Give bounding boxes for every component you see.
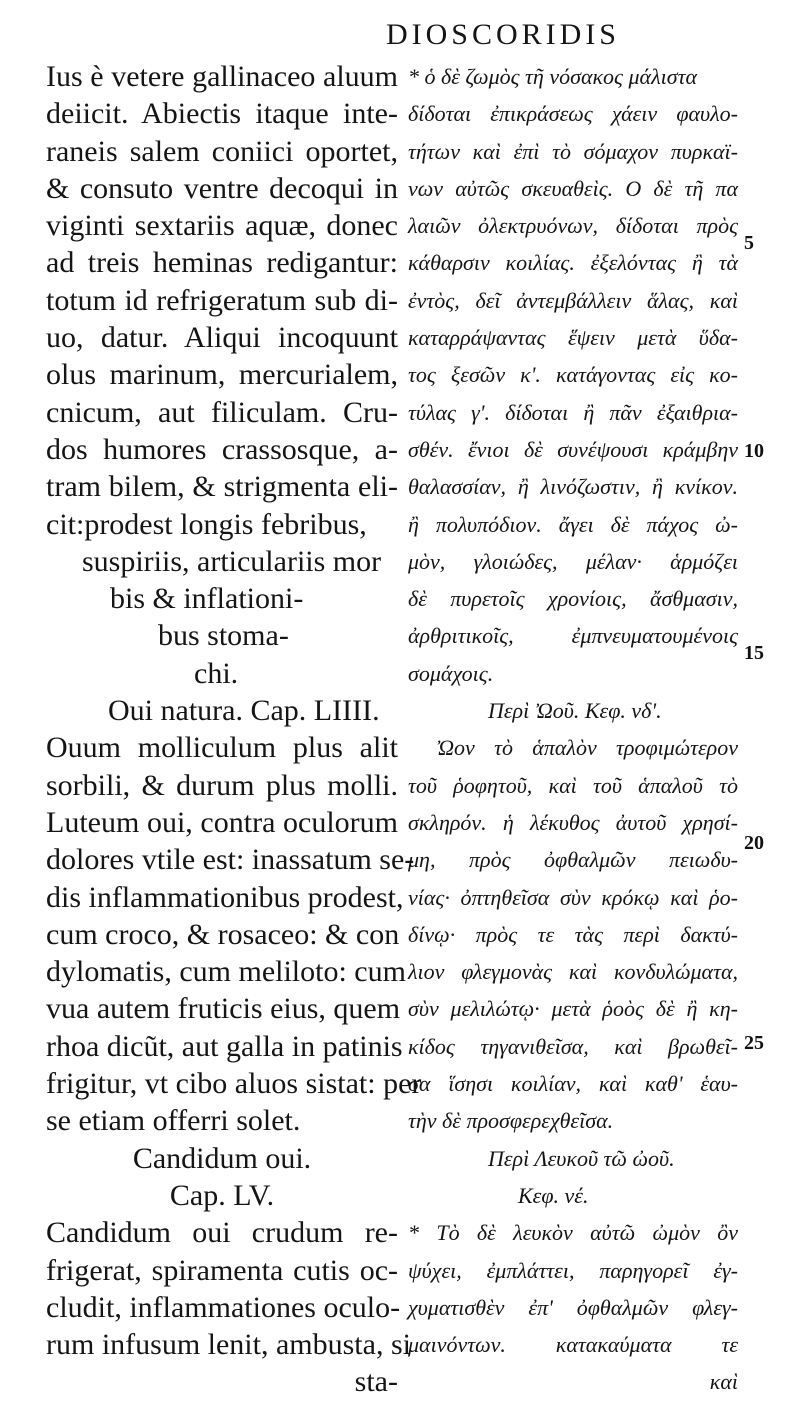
greek-line: * ὁ δὲ ζωμὸς τῆ νόσακος μάλιστα	[408, 64, 697, 89]
greek-line: μαινόντων. κατακαύματα τε	[408, 1332, 738, 1358]
greek-line: σὺν μελιλώτῳ· μετὰ ῥοὸς δὲ ἢ κη-	[408, 996, 738, 1022]
latin-line: deiicit. Abiectis itaque inte-	[46, 97, 398, 131]
latin-line: Ius è vetere gallinaceo aluum	[46, 60, 398, 93]
greek-line: ψύχει, ἐμπλάττει, παρηγορεῖ ἐγ-	[408, 1257, 738, 1283]
chapter-number-latin: Cap. LV.	[169, 1178, 275, 1212]
greek-line: λαιῶν ὀλεκτρυόνων, δίδοται πρὸς	[408, 213, 738, 239]
latin-line: cnicum, aut filiculam. Cru-	[46, 395, 398, 429]
greek-line: ἢ πολυπόδιον. ἄγει δὲ πάχος ὠ-	[408, 511, 738, 537]
greek-line: δίνῳ· πρὸς τε τὰς περὶ δακτύ-	[408, 921, 738, 947]
latin-line: chi.	[194, 656, 239, 690]
greek-line: κίδος τηγανιθεῖσα, καὶ βρωθεῖ-	[408, 1033, 738, 1059]
catchword-greek: καὶ	[709, 1369, 738, 1395]
latin-line: bus stoma-	[158, 619, 289, 653]
line-number-25: 25	[744, 1032, 764, 1054]
greek-line: σα ἵσησι κοιλίαν, καὶ καθ' ἑαυ-	[408, 1071, 738, 1097]
latin-line: dos humores crassosque, a-	[46, 432, 398, 466]
greek-line: τὴν δὲ προσφερεχθεῖσα.	[408, 1108, 614, 1134]
latin-line: rum infusum lenit, ambusta, si	[46, 1328, 411, 1362]
line-number-5: 5	[744, 232, 754, 254]
greek-line: τήτων καὶ ἐπὶ τὸ σόμαχον πυρκαϊ-	[408, 138, 738, 164]
greek-line: σθέν. ἔνιοι δὲ συνέψουσι κράμβην	[408, 436, 738, 462]
greek-line: λιον φλεγμονὰς καὶ κονδυλώματα,	[408, 959, 738, 985]
latin-line: vua autem fruticis eius, quem	[46, 992, 401, 1026]
latin-line: cum croco, & rosaceo: & con	[46, 917, 400, 951]
latin-line: frigitur, vt cibo aluos sistat: per	[46, 1067, 422, 1101]
latin-line: cludit, inflammationes oculo-	[46, 1290, 401, 1324]
latin-line: viginti sextariis aquæ, donec	[46, 209, 398, 243]
running-head: DIOSCORIDIS	[385, 18, 620, 51]
latin-line: ad treis heminas redigantur:	[46, 246, 398, 280]
latin-line: Candidum oui crudum re-	[46, 1216, 398, 1250]
greek-column	[408, 58, 738, 1401]
latin-line: bis & inflationi-	[110, 582, 304, 616]
chapter-heading-greek: Περὶ Ὠοῦ. Κεφ. νδ'.	[488, 698, 662, 724]
latin-line: suspiriis, articulariis mor	[82, 544, 382, 578]
latin-line: cit:prodest longis febribus,	[46, 507, 367, 541]
greek-line: καταρράψαντας ἕψειν μετὰ ὕδα-	[408, 325, 738, 351]
latin-line: raneis salem coniici oportet,	[46, 134, 398, 168]
latin-line: olus marinum, mercurialem,	[46, 358, 398, 392]
greek-line: χυματισθὲν ἐπ' ὀφθαλμῶν φλεγ-	[408, 1294, 738, 1320]
chapter-number-greek: Κεφ. νέ.	[518, 1182, 589, 1208]
line-number-20: 20	[744, 832, 764, 854]
greek-line: τοῦ ῥοφητοῦ, καὶ τοῦ ἁπαλοῦ τὸ	[408, 772, 738, 798]
greek-line: δίδοται ἐπικράσεως χάειν φαυλο-	[408, 101, 738, 127]
greek-line: τος ξεσῶν κ'. κατάγοντας εἰς κο-	[408, 362, 738, 388]
greek-line: Ὠον τὸ ἁπαλὸν τροφιμώτερον	[436, 735, 738, 761]
latin-line: Luteum oui, contra oculorum	[46, 805, 398, 839]
greek-line: τύλας γ'. δίδοται ἢ πᾶν ἐξαιθρια-	[408, 399, 738, 425]
greek-line: σκληρόν. ἡ λέκυθος ἀυτοῦ χρησί-	[408, 809, 738, 835]
latin-line: rhoa dicũt, aut galla in patinis	[46, 1029, 403, 1063]
latin-line: totum id refrigeratum sub di-	[46, 283, 398, 317]
greek-line: θαλασσίαν, ἢ λινόζωστιν, ἢ κνίκον.	[408, 474, 738, 500]
greek-line: κάθαρσιν κοιλίας. ἐξελόντας ἢ τὰ	[408, 250, 738, 276]
greek-line: δὲ πυρετοῖς χρονίοις, ἄσθμασιν,	[408, 586, 738, 612]
line-number-10: 10	[744, 440, 764, 462]
latin-line: Ouum molliculum plus alit	[46, 731, 398, 765]
latin-column	[46, 58, 422, 1401]
line-number-15: 15	[744, 642, 764, 664]
latin-line: uo, datur. Aliqui incoquunt	[46, 321, 398, 355]
greek-line: νων αὐτῶς σκευαθεὶς. Ο δὲ τῆ πα	[408, 175, 738, 201]
chapter-heading-greek: Περὶ Λευκοῦ τῶ ὠοῦ.	[488, 1145, 675, 1171]
greek-line: μη, πρὸς ὀφθαλμῶν πειωδυ-	[408, 847, 738, 873]
greek-line: σομάχοις.	[408, 660, 494, 686]
latin-line: & consuto ventre decoqui in	[46, 171, 398, 205]
latin-line: dylomatis, cum meliloto: cum	[46, 955, 406, 989]
latin-line: tram bilem, & strigmenta eli-	[46, 470, 398, 504]
latin-line: dolores vtile est: inassatum se-	[46, 843, 415, 877]
latin-line: se etiam offerri solet.	[46, 1104, 301, 1138]
greek-line: * Τὸ δὲ λευκὸν αὐτῶ ὠμὸν ὂν	[408, 1220, 738, 1246]
greek-line: μὸν, γλοιώδες, μέλαν· ἁρμόζει	[408, 548, 738, 574]
chapter-heading-latin: Candidum oui.	[132, 1141, 312, 1175]
chapter-heading-latin: Oui natura. Cap. LIIII.	[108, 694, 380, 728]
latin-line: sorbili, & durum plus molli.	[46, 768, 398, 802]
latin-line: frigerat, spiramenta cutis oc-	[46, 1253, 398, 1287]
latin-line: dis inflammationibus prodest,	[46, 880, 404, 914]
greek-line: νίας· ὀπτηθεῖσα σὺν κρόκῳ καὶ ῥο-	[408, 884, 738, 910]
greek-line: ἀρθριτικοῖς, ἐμπνευματουμένοις	[408, 623, 738, 649]
catchword: sta-	[354, 1365, 398, 1399]
greek-line: ἐντὸς, δεῖ ἀντεμβάλλειν ἅλας, καὶ	[408, 287, 738, 313]
